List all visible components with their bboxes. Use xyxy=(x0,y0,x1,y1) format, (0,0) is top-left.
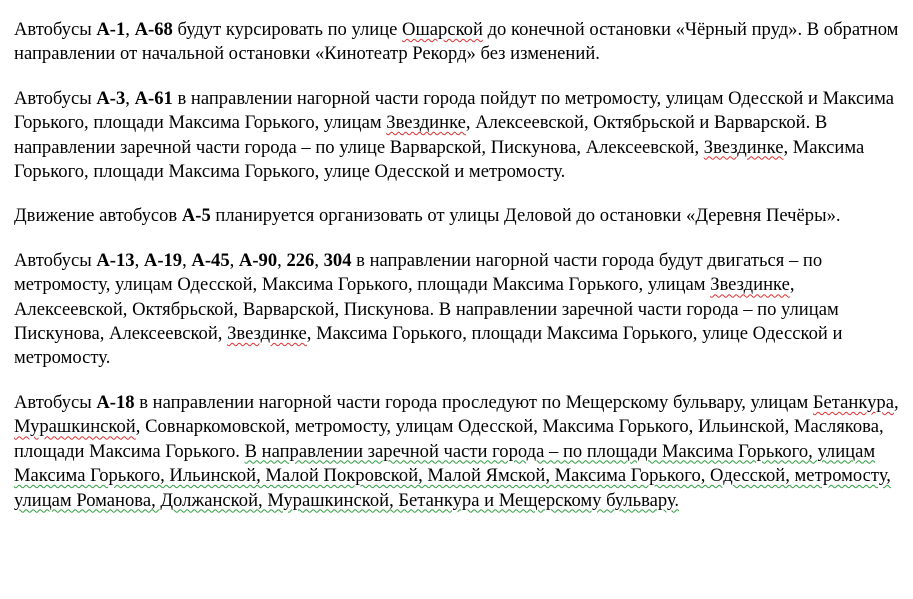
paragraph xyxy=(14,391,906,513)
text-run: , xyxy=(134,249,144,271)
text-run: будут курсировать по улице xyxy=(172,19,403,40)
text-run: до конечной остановки «Чёрный пруд». В обратном направлении от начальной остановки «Кинотеатр Рекорд» без изменений. xyxy=(14,19,899,65)
paragraph xyxy=(14,87,906,185)
text-run: Автобусы xyxy=(14,19,97,40)
route-number: А-18 xyxy=(96,391,135,413)
text-run: Автобусы xyxy=(14,87,97,109)
spellcheck-flagged-text: Звездинке xyxy=(227,323,307,345)
route-number: А-68 xyxy=(134,19,173,40)
paragraph xyxy=(14,204,906,228)
text-run: , xyxy=(182,249,192,271)
text-run: , xyxy=(314,249,324,271)
spellcheck-flagged-text: В направлении заречной части города – по площади Максима Горького, улицам Максима Горького, Ильинской, Малой Покровской, Малой Ямской, Максима Горького, Одесской, метромосту, улицам Романова, Должанской, Мурашкинской, Бетанкура и Мещерскому бульвару. xyxy=(14,440,891,511)
route-number: А-61 xyxy=(134,87,173,109)
text-run: , xyxy=(893,391,899,413)
text-run: Движение автобусов xyxy=(14,205,182,227)
route-number: А-45 xyxy=(191,249,230,271)
spellcheck-flagged-text: Звездинке xyxy=(703,136,784,158)
text-run: в направлении нагорной части города проследуют по Мещерскому бульвару, улицам xyxy=(134,391,813,413)
text-run: в направлении нагорной части города будут двигаться – по метромосту, улицам Одесской, Максима Горького, площади Максима Горького, улицам xyxy=(14,249,823,296)
route-number: 226 xyxy=(286,249,315,271)
text-run: планируется организовать от улицы Деловой до остановки «Деревня Печёры». xyxy=(210,205,841,227)
spellcheck-flagged-text: Бетанкура xyxy=(812,391,894,413)
paragraph xyxy=(14,18,906,67)
text-run: , Максима Горького, площади Максима Горького, улице Одесской и метромосту. xyxy=(14,323,843,369)
text-run: в направлении нагорной части города пойдут по метромосту, улицам Одесской и Максима Горького, площади Максима Горького, улицам xyxy=(14,87,895,134)
text-run: , Совнаркомовской, метромосту, улицам Одесской, Максима Горького, Ильинской, Маслякова, площади Максима Горького. xyxy=(14,416,884,462)
text-run: , Алексеевской, Октябрьской и Варварской. В направлении заречной части города – по улице Варварской, Пискунова, Алексеевской, xyxy=(14,112,828,158)
text-run: , xyxy=(229,249,239,271)
route-number: А-13 xyxy=(96,249,135,271)
spellcheck-flagged-text: Звездинке xyxy=(710,274,790,296)
route-number: А-19 xyxy=(143,249,183,271)
route-number: А-3 xyxy=(96,87,126,109)
spellcheck-flagged-text: Ошарской xyxy=(402,19,483,40)
route-number: 304 xyxy=(323,249,352,271)
route-number: А-5 xyxy=(181,205,211,227)
text-run: , Алексеевской, Октябрьской, Варварской, Пискунова. В направлении заречной части города – по улицам Пискунова, Алексеевской, xyxy=(14,274,839,345)
text-run: , xyxy=(125,19,135,40)
route-number: А-90 xyxy=(238,249,278,271)
spellcheck-flagged-text: Мурашкинской xyxy=(14,416,136,438)
text-run: Автобусы xyxy=(14,249,97,271)
text-run: , xyxy=(277,249,287,271)
text-run: , xyxy=(125,87,135,109)
document-body xyxy=(14,18,906,533)
text-run: Автобусы xyxy=(14,391,97,413)
route-number: А-1 xyxy=(96,19,126,40)
spellcheck-flagged-text: Звездинке xyxy=(386,112,466,134)
text-run: , Максима Горького, площади Максима Горького, улице Одесской и метромосту. xyxy=(14,136,865,183)
paragraph xyxy=(14,249,906,371)
